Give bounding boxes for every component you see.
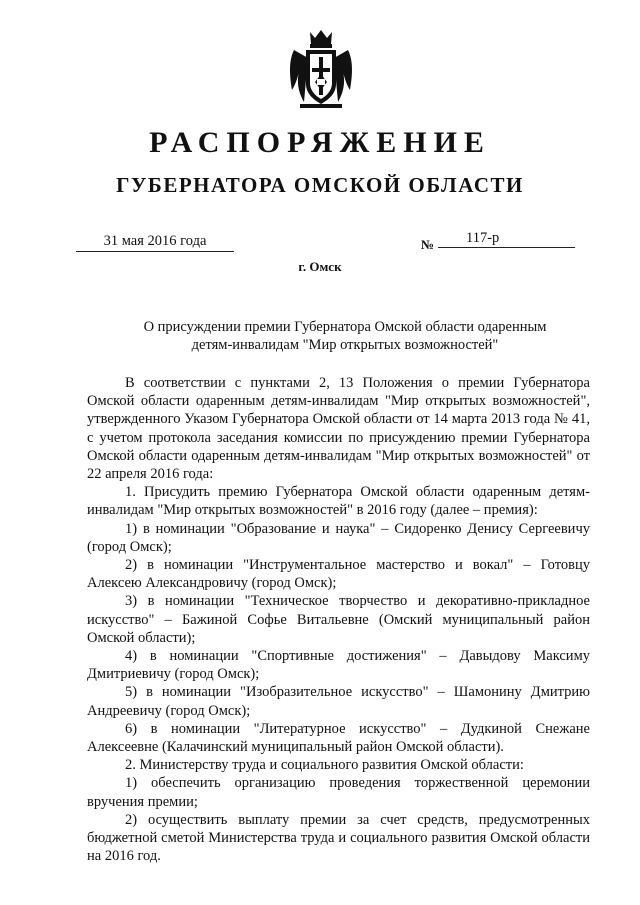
document-subject (110, 318, 580, 354)
body-paragraph: 5) в номинации "Изобразительное искусство" – Шамонину Дмитрию Андреевичу (город Омск); (87, 684, 590, 719)
document-subtitle: ГУБЕРНАТОРА ОМСКОЙ ОБЛАСТИ (116, 173, 524, 197)
body-paragraph: 3) в номинации "Техническое творчество и декоративно-прикладное искусство" – Бажиной Софье Витальевне (Омский муниципальный район Омской области); (87, 593, 590, 646)
subject-line-1: О присуждении премии Губернатора Омской области одаренным (143, 319, 547, 335)
document-date: 31 мая 2016 года (76, 233, 234, 252)
body-paragraph: 6) в номинации "Литературное искусство" – Дудкиной Снежане Алексеевне (Калачинский муниципальный район Омской области). (87, 720, 590, 756)
document-city: г. Омск (298, 259, 342, 274)
document-title: РАСПОРЯЖЕНИЕ (149, 126, 491, 159)
subject-line-2: детям-инвалидам "Мир открытых возможностей" (191, 337, 499, 353)
coat-of-arms-emblem (286, 28, 356, 110)
body-paragraph: 2) осуществить выплату премии за счет средств, предусмотренных бюджетной сметой Министерства труда и социального развития Омской области на 2016 год. (87, 811, 590, 865)
number-label: № (421, 237, 435, 252)
body-paragraph: 1. Присудить премию Губернатора Омской области одаренным детям-инвалидам "Мир открытых возможностей" в 2016 году (далее – премия): (87, 484, 590, 519)
body-paragraph: 2. Министерству труда и социального развития Омской области: (125, 757, 524, 774)
body-paragraph: 4) в номинации "Спортивные достижения" – Давыдову Максиму Дмитриевичу (город Омск); (87, 648, 590, 683)
body-paragraph: В соответствии с пунктами 2, 13 Положения о премии Губернатора Омской области одаренным детям-инвалидам "Мир открытых возможностей", утвержденного Указом Губернатора Омской области от 14 марта 2013 года № 41, с учетом протокола заседания комиссии по присуждению премии Губернатора Омской области одаренным детям-инвалидам "Мир открытых возможностей" от 22 апреля 2016 года: (87, 375, 590, 483)
document-number: 117-р (438, 230, 575, 248)
body-paragraph: 2) в номинации "Инструментальное мастерство и вокал" – Готовцу Алексею Александровичу (город Омск); (87, 557, 590, 592)
body-paragraph: 1) обеспечить организацию проведения торжественной церемонии вручения премии; (87, 775, 590, 810)
document-body (87, 374, 590, 865)
body-paragraph: 1) в номинации "Образование и наука" – Сидоренко Денису Сергеевичу (город Омск); (87, 520, 590, 555)
